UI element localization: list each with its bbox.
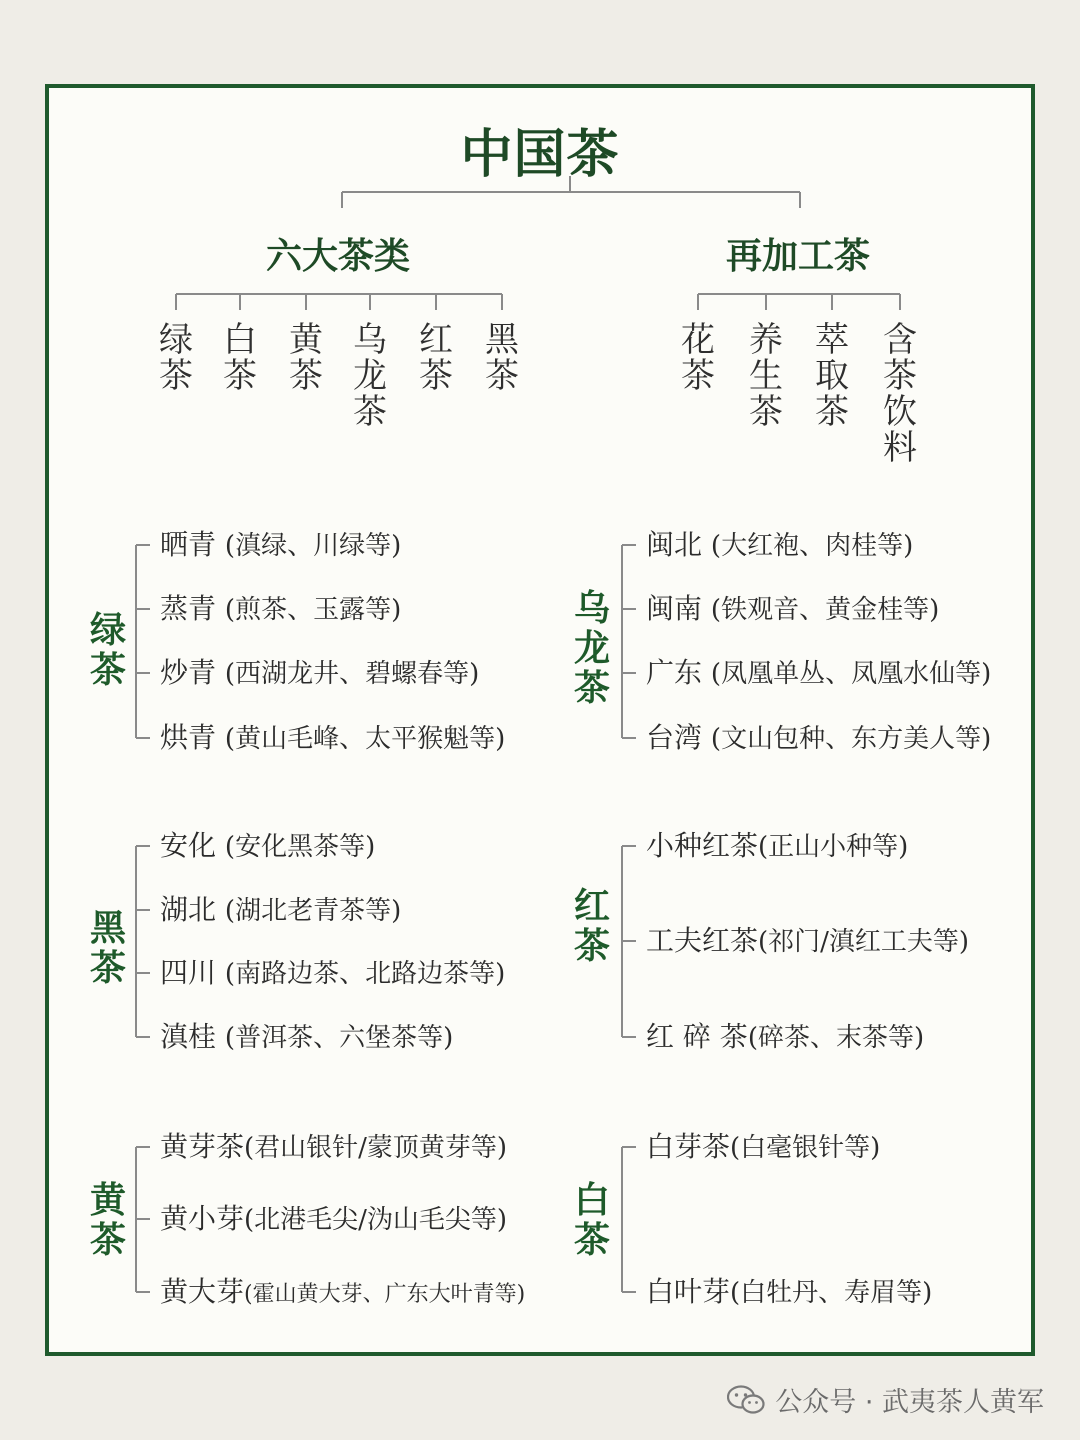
list-item: 台湾 (文山包种、东方美人等) <box>646 721 992 754</box>
list-item: 黄大芽(霍山黄大芽、广东大叶青等) <box>160 1275 526 1308</box>
list-item: 蒸青 (煎茶、玉露等) <box>160 592 402 625</box>
list-item: 闽南 (铁观音、黄金桂等) <box>646 592 940 625</box>
list-item: 黄小芽(北港毛尖/沩山毛尖等) <box>160 1202 508 1235</box>
leaf-black-tea: 红茶 <box>419 320 453 396</box>
footer-text: 公众号 · 武夷茶人黄军 <box>775 1387 1044 1418</box>
list-item: 白芽茶(白毫银针等) <box>646 1130 881 1163</box>
leaf-dark-tea: 黑茶 <box>485 320 519 396</box>
group-label-white: 白茶 <box>573 1179 610 1261</box>
group-label-dark: 黑茶 <box>89 907 126 989</box>
leaf-oolong-tea: 乌龙茶 <box>353 320 387 432</box>
leaf-health-tea: 养生茶 <box>749 320 783 432</box>
group-label-black: 红茶 <box>573 885 610 967</box>
list-item: 湖北 (湖北老青茶等) <box>160 893 402 926</box>
list-item: 黄芽茶(君山银针/蒙顶黄芽等) <box>160 1130 508 1163</box>
group-label-green: 绿茶 <box>89 609 126 691</box>
footer-watermark <box>727 1380 1044 1419</box>
wechat-icon <box>727 1385 765 1415</box>
list-item: 烘青 (黄山毛峰、太平猴魁等) <box>160 721 506 754</box>
diagram-title: 中国茶 <box>460 124 620 185</box>
leaf-extract-tea: 萃取茶 <box>815 320 849 432</box>
branch-reprocessed-tea: 再加工茶 <box>725 235 870 277</box>
list-item: 炒青 (西湖龙井、碧螺春等) <box>160 656 480 689</box>
list-item: 红 碎 茶(碎茶、末茶等) <box>646 1020 925 1053</box>
list-item: 广东 (凤凰单丛、凤凰水仙等) <box>646 656 992 689</box>
group-label-yellow: 黄茶 <box>89 1179 126 1261</box>
list-item: 四川 (南路边茶、北路边茶等) <box>160 956 506 989</box>
group-label-oolong: 乌龙茶 <box>573 587 610 709</box>
list-item: 工夫红茶(祁门/滇红工夫等) <box>646 924 970 957</box>
leaf-green-tea: 绿茶 <box>159 320 193 396</box>
branch-six-categories: 六大茶类 <box>265 235 410 277</box>
list-item: 闽北 (大红袍、肉桂等) <box>646 528 914 561</box>
list-item: 滇桂 (普洱茶、六堡茶等) <box>160 1020 454 1053</box>
list-item: 白叶芽(白牡丹、寿眉等) <box>646 1275 933 1308</box>
leaf-white-tea: 白茶 <box>223 320 257 396</box>
leaf-tea-drink: 含茶饮料 <box>883 320 917 468</box>
leaf-flower-tea: 花茶 <box>681 320 715 396</box>
leaf-yellow-tea: 黄茶 <box>289 320 323 396</box>
list-item: 安化 (安化黑茶等) <box>160 829 376 862</box>
list-item: 晒青 (滇绿、川绿等) <box>160 528 402 561</box>
list-item: 小种红茶(正山小种等) <box>646 829 909 862</box>
